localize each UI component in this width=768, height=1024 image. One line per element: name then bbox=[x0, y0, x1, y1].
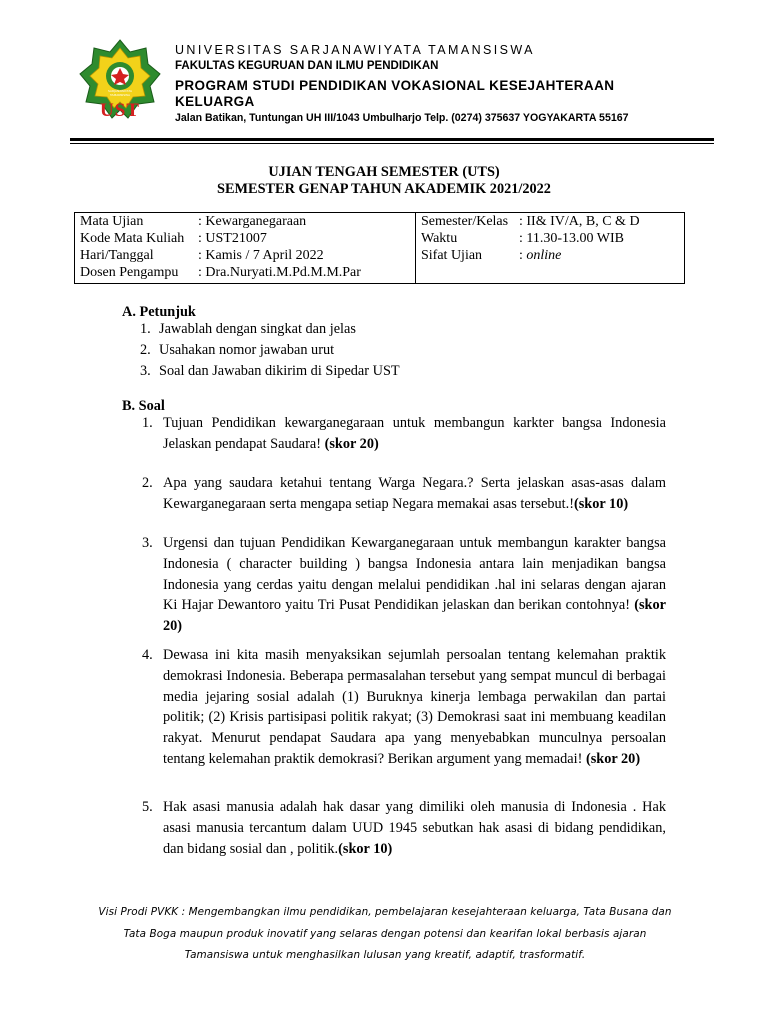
header-rule-thin bbox=[70, 143, 714, 144]
item-text: Usahakan nomor jawaban urut bbox=[159, 341, 335, 358]
question-item bbox=[142, 797, 666, 859]
section-soal-heading: B. Soal bbox=[122, 398, 165, 414]
item-number: 3. bbox=[142, 535, 153, 551]
address: Jalan Batikan, Tuntungan UH III/1043 Umbulharjo Telp. (0274) 375637 YOGYAKARTA 55167 bbox=[175, 112, 629, 124]
question-body: Tujuan Pendidikan kewarganegaraan untuk membangun karkter bangsa Indonesia Jelaskan pendapat Saudara! bbox=[163, 415, 666, 452]
question-item bbox=[142, 413, 666, 455]
list-item bbox=[140, 319, 400, 340]
info-value: : Kamis / 7 April 2022 bbox=[198, 248, 324, 263]
item-number: 2. bbox=[140, 341, 151, 358]
program-name: PROGRAM STUDI PENDIDIKAN VOKASIONAL KESEJAHTERAAN KELUARGA bbox=[175, 78, 615, 109]
question-item bbox=[142, 533, 666, 637]
question-item bbox=[142, 645, 666, 770]
info-label: Waktu bbox=[421, 231, 458, 246]
info-label: Semester/Kelas bbox=[421, 214, 509, 229]
info-value: : Kewarganegaraan bbox=[198, 214, 307, 229]
question-text bbox=[163, 533, 666, 637]
question-score: (skor 20) bbox=[163, 597, 666, 635]
question-text bbox=[163, 413, 666, 455]
info-label: Dosen Pengampu bbox=[80, 265, 179, 280]
info-row bbox=[421, 213, 679, 230]
faculty-name: FAKULTAS KEGURUAN DAN ILMU PENDIDIKAN bbox=[175, 60, 439, 72]
exam-info-left bbox=[75, 213, 416, 284]
exam-title: UJIAN TENGAH SEMESTER (UTS) bbox=[268, 164, 500, 180]
info-value: : 11.30-13.00 WIB bbox=[519, 231, 624, 246]
question-item bbox=[142, 473, 666, 515]
question-body: Urgensi dan tujuan Pendidikan Kewarganegaraan untuk membangun karakter bangsa Indonesia ( character building ) bangsa Indonesia antara lain menjadikan bangsa Indonesia yang cerdas yaitu dengan melalui pendidikan .hal ini selaras dengan ajaran Ki Hajar Dewantoro yaitu Tri Pusat Pendidikan jelaskan dan berikan contohnya! bbox=[163, 535, 666, 614]
info-label: Hari/Tanggal bbox=[80, 248, 154, 263]
exam-info-table bbox=[74, 212, 685, 284]
question-score: (skor 20) bbox=[585, 750, 641, 767]
info-label: Kode Mata Kuliah bbox=[80, 231, 185, 246]
question-score: (skor 20) bbox=[324, 435, 379, 452]
item-number: 1. bbox=[140, 321, 151, 337]
item-number: 3. bbox=[140, 362, 151, 379]
info-row bbox=[80, 247, 410, 264]
petunjuk-list bbox=[140, 319, 400, 381]
question-text bbox=[163, 473, 666, 515]
exam-subtitle: SEMESTER GENAP TAHUN AKADEMIK 2021/2022 bbox=[217, 181, 551, 197]
item-text: Jawablah dengan singkat dan jelas bbox=[159, 321, 356, 337]
question-body: Apa yang saudara ketahui tentang Warga Negara.? Serta jelaskan asas-asas dalam Kewarganegaraan serta mengapa setiap Negara memakai asas tersebut.! bbox=[163, 475, 666, 512]
info-value: : UST21007 bbox=[198, 231, 267, 246]
item-number: 4. bbox=[142, 647, 153, 663]
info-row bbox=[421, 247, 679, 264]
info-value: : II& IV/A, B, C & D bbox=[519, 214, 640, 229]
section-petunjuk-heading: A. Petunjuk bbox=[122, 304, 196, 320]
item-text: Soal dan Jawaban dikirim di Sipedar UST bbox=[159, 362, 400, 379]
info-row bbox=[80, 213, 410, 230]
item-number: 2. bbox=[142, 475, 153, 491]
info-colon: : bbox=[519, 248, 527, 263]
university-name: UNIVERSITAS SARJANAWIYATA TAMANSISWA bbox=[175, 43, 535, 57]
info-label: Sifat Ujian bbox=[421, 248, 483, 263]
info-row bbox=[421, 230, 679, 247]
list-item bbox=[140, 361, 400, 382]
list-item bbox=[140, 340, 400, 361]
info-label: Mata Ujian bbox=[80, 214, 144, 229]
exam-info-right bbox=[416, 213, 685, 284]
info-row bbox=[80, 264, 410, 281]
question-body: Hak asasi manusia adalah hak dasar yang dimiliki oleh manusia di Indonesia . Hak asasi manusia tercantum dalam UUD 1945 sebutkan hak asasi di bidang pendidikan, dan bidang sosial dan , politik. bbox=[163, 799, 666, 857]
question-score: (skor 10) bbox=[573, 495, 629, 512]
logo-label: UST bbox=[100, 100, 140, 121]
question-text bbox=[163, 797, 666, 859]
question-score: (skor 10) bbox=[338, 840, 393, 857]
item-number: 1. bbox=[142, 415, 153, 431]
question-text bbox=[163, 645, 666, 770]
item-number: 5. bbox=[142, 799, 153, 815]
question-body: Dewasa ini kita masih menyaksikan sejumlah persoalan tentang kelemahan praktik demokrasi Indonesia. Beberapa permasalahan tersebut yang sempat muncul di berbagai media jejaring sosial adalah (1) Buruknya kinerja lembaga perwakilan dan partai politik; (2) Krisis partisipasi politik rakyat; (3) Demokrasi saat ini membuang keadilan rakyat. Menurut pendapat Saudara apa yang menyebabkan munculnya persoalan tentang kelemahan praktik demokrasi? Berikan argument yang memadai! bbox=[163, 647, 666, 767]
header-rule-thick bbox=[70, 138, 714, 141]
university-logo bbox=[78, 38, 162, 122]
visi-statement: Visi Prodi PVKK : Mengembangkan ilmu pendidikan, pembelajaran kesejahteraan keluarga, Tata Busana dan Tata Boga maupun produk inovatif yang selaras dengan potensi dan kearifan lokal berbasis ajaran Tamansiswa untuk menghasilkan lulusan yang kreatif, adaptif, trasformatif. bbox=[98, 906, 672, 961]
info-value: online bbox=[526, 248, 562, 263]
info-value: : Dra.Nuryati.M.Pd.M.M.Par bbox=[198, 265, 361, 280]
info-row bbox=[80, 230, 410, 247]
logo-ring-text: SARJANAWIYATA TAMANSISWA bbox=[107, 89, 133, 97]
